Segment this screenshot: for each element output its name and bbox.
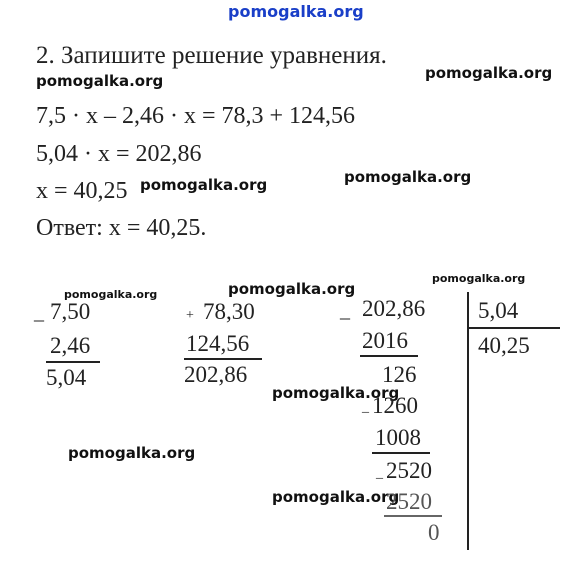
division-step-7: 0 bbox=[428, 520, 440, 545]
addition-result: 202,86 bbox=[184, 362, 248, 387]
division-step-3-sign: _ bbox=[362, 400, 369, 415]
watermark-title-right[interactable]: pomogalka.org bbox=[425, 64, 553, 82]
equation-line-2: 5,04 · x = 202,86 bbox=[36, 141, 202, 167]
division-quotient: 40,25 bbox=[478, 333, 530, 358]
division-step-3: 1260 bbox=[372, 393, 418, 418]
division-step-2: 126 bbox=[382, 362, 417, 387]
watermark-top[interactable]: pomogalka.org bbox=[228, 2, 364, 21]
division-step-5: 2520 bbox=[386, 458, 432, 483]
subtraction-sign: _ bbox=[34, 302, 44, 324]
subtraction-result: 5,04 bbox=[46, 365, 87, 390]
division-step-4-line bbox=[372, 452, 430, 454]
subtraction-subtrahend: 2,46 bbox=[50, 333, 91, 358]
task-title: 2. Запишите решение уравнения. bbox=[36, 42, 387, 69]
division-divisor: 5,04 bbox=[478, 298, 519, 323]
division-vertical-bar bbox=[467, 292, 469, 550]
addition-line bbox=[184, 358, 262, 360]
watermark-calc-right[interactable]: pomogalka.org bbox=[432, 272, 526, 285]
watermark-calc-mid[interactable]: pomogalka.org bbox=[228, 280, 356, 298]
division-sign: _ bbox=[340, 300, 350, 322]
division-step-6: 2520 bbox=[386, 489, 432, 514]
division-divisor-line bbox=[467, 327, 560, 329]
division-step-5-sign: _ bbox=[376, 466, 383, 481]
subtraction-minuend: 7,50 bbox=[50, 299, 91, 324]
watermark-calc-lower-mid[interactable]: pomogalka.org bbox=[272, 384, 400, 402]
watermark-calc-left[interactable]: pomogalka.org bbox=[64, 288, 158, 301]
equation-line-1: 7,5 · x – 2,46 · x = 78,3 + 124,56 bbox=[36, 103, 356, 129]
watermark-lower-left[interactable]: pomogalka.org bbox=[68, 444, 196, 462]
watermark-title-left[interactable]: pomogalka.org bbox=[36, 72, 164, 90]
division-step-6-line bbox=[384, 515, 442, 517]
division-step-1: 2016 bbox=[362, 328, 408, 353]
watermark-eq3-right[interactable]: pomogalka.org bbox=[344, 168, 472, 186]
watermark-bottom-mid[interactable]: pomogalka.org bbox=[272, 488, 400, 506]
division-dividend: 202,86 bbox=[362, 296, 426, 321]
addition-addend-1: 78,30 bbox=[203, 299, 255, 324]
equation-line-3: x = 40,25 bbox=[36, 178, 128, 204]
answer-line: Ответ: x = 40,25. bbox=[36, 215, 207, 241]
addition-addend-2: 124,56 bbox=[186, 331, 250, 356]
watermark-eq3-mid[interactable]: pomogalka.org bbox=[140, 176, 268, 194]
subtraction-line bbox=[46, 361, 100, 363]
division-step-4: 1008 bbox=[375, 425, 421, 450]
division-step-1-line bbox=[360, 355, 418, 357]
addition-sign: + bbox=[186, 308, 194, 323]
